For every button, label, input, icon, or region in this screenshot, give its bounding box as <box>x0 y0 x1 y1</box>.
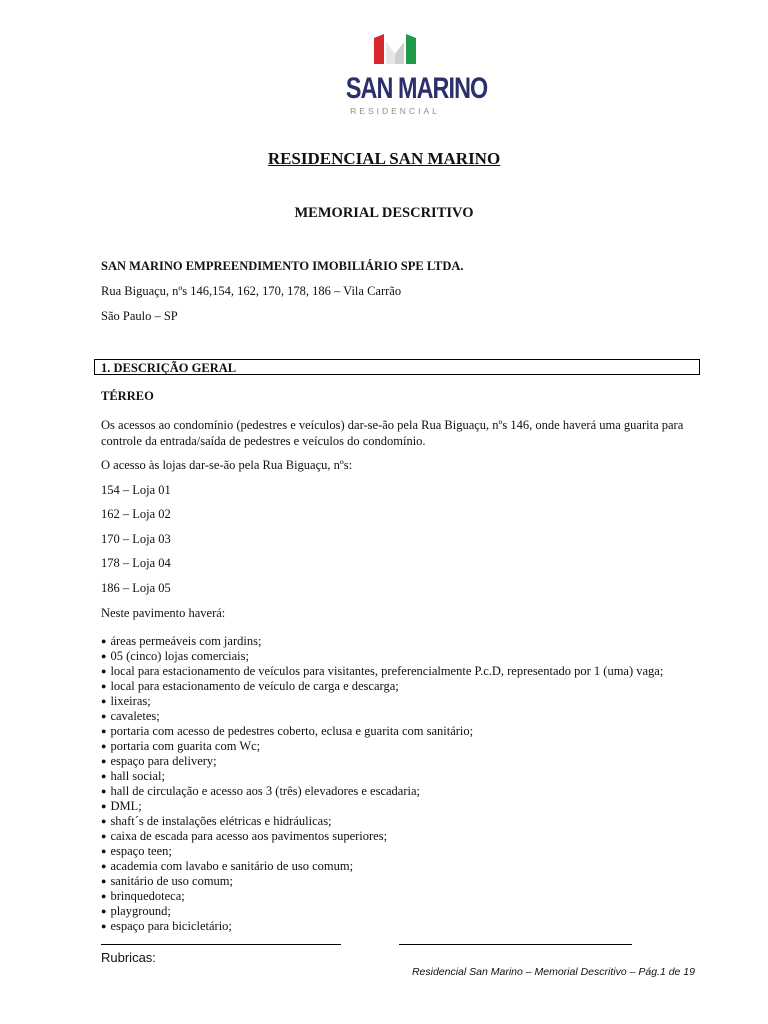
access-paragraph: Os acessos ao condomínio (pedestres e veículos) dar-se-ão pela Rua Biguaçu, nºs 146, onde haverá uma guarita para controle da entrada/saída de pedestres e veículos do condomínio. <box>101 418 684 448</box>
section-heading-box <box>94 359 700 375</box>
store-line: 162 – Loja 02 <box>101 507 171 521</box>
company-address: Rua Biguaçu, nºs 146,154, 162, 170, 178, 186 – Vila Carrão <box>101 284 402 298</box>
stores-intro-paragraph: O acesso às lojas dar-se-ão pela Rua Biguaçu, nºs: <box>101 458 353 472</box>
list-item: ● espaço teen; <box>101 844 663 859</box>
signature-line-left <box>101 944 341 945</box>
list-item: ● lixeiras; <box>101 694 663 709</box>
document-title: RESIDENCIAL SAN MARINO <box>267 149 501 168</box>
section-heading: 1. DESCRIÇÃO GERAL <box>101 361 237 375</box>
list-item: ● hall social; <box>101 769 663 784</box>
list-item: ● DML; <box>101 799 663 814</box>
list-item: ● portaria com acesso de pedestres coberto, eclusa e guarita com sanitário; <box>101 724 663 739</box>
company-city: São Paulo – SP <box>101 309 178 323</box>
company-name: SAN MARINO EMPREENDIMENTO IMOBILIÁRIO SPE LTDA. <box>101 259 464 273</box>
list-item: ● espaço para delivery; <box>101 754 663 769</box>
list-item: ● hall de circulação e acesso aos 3 (três) elevadores e escadaria; <box>101 784 663 799</box>
list-item: ● shaft´s de instalações elétricas e hidráulicas; <box>101 814 663 829</box>
page-footer: Residencial San Marino – Memorial Descritivo – Pág.1 de 19 <box>411 966 695 978</box>
list-item: ● portaria com guarita com Wc; <box>101 739 663 754</box>
logo-subtitle-text: RESIDENCIAL <box>350 106 440 116</box>
store-line: 170 – Loja 03 <box>101 532 171 546</box>
list-item: ● áreas permeáveis com jardins; <box>101 634 663 649</box>
list-item: ● academia com lavabo e sanitário de uso comum; <box>101 859 663 874</box>
san-marino-logo <box>332 34 488 120</box>
floor-items-list <box>101 634 663 934</box>
list-item: ● cavaletes; <box>101 709 663 724</box>
floor-items-intro: Neste pavimento haverá: <box>101 606 226 620</box>
list-item: ● brinquedoteca; <box>101 889 663 904</box>
store-line: 178 – Loja 04 <box>101 556 171 570</box>
rubricas-label: Rubricas: <box>101 950 156 965</box>
list-item: ● playground; <box>101 904 663 919</box>
store-line: 186 – Loja 05 <box>101 581 171 595</box>
list-item: ● caixa de escada para acesso aos pavimentos superiores; <box>101 829 663 844</box>
list-item: ● espaço para bicicletário; <box>101 919 663 934</box>
document-subtitle: MEMORIAL DESCRITIVO <box>294 205 474 221</box>
list-item: ● 05 (cinco) lojas comerciais; <box>101 649 663 664</box>
list-item: ● sanitário de uso comum; <box>101 874 663 889</box>
list-item: ● local para estacionamento de veículos para visitantes, preferencialmente P.c.D, representado por 1 (uma) vaga; <box>101 664 663 679</box>
floor-heading: TÉRREO <box>101 389 154 403</box>
store-line: 154 – Loja 01 <box>101 483 171 497</box>
signature-line-right <box>399 944 632 945</box>
list-item: ● local para estacionamento de veículo de carga e descarga; <box>101 679 663 694</box>
logo-flag-icon <box>372 34 418 68</box>
logo-brand-text: SAN MARINO <box>345 72 488 105</box>
